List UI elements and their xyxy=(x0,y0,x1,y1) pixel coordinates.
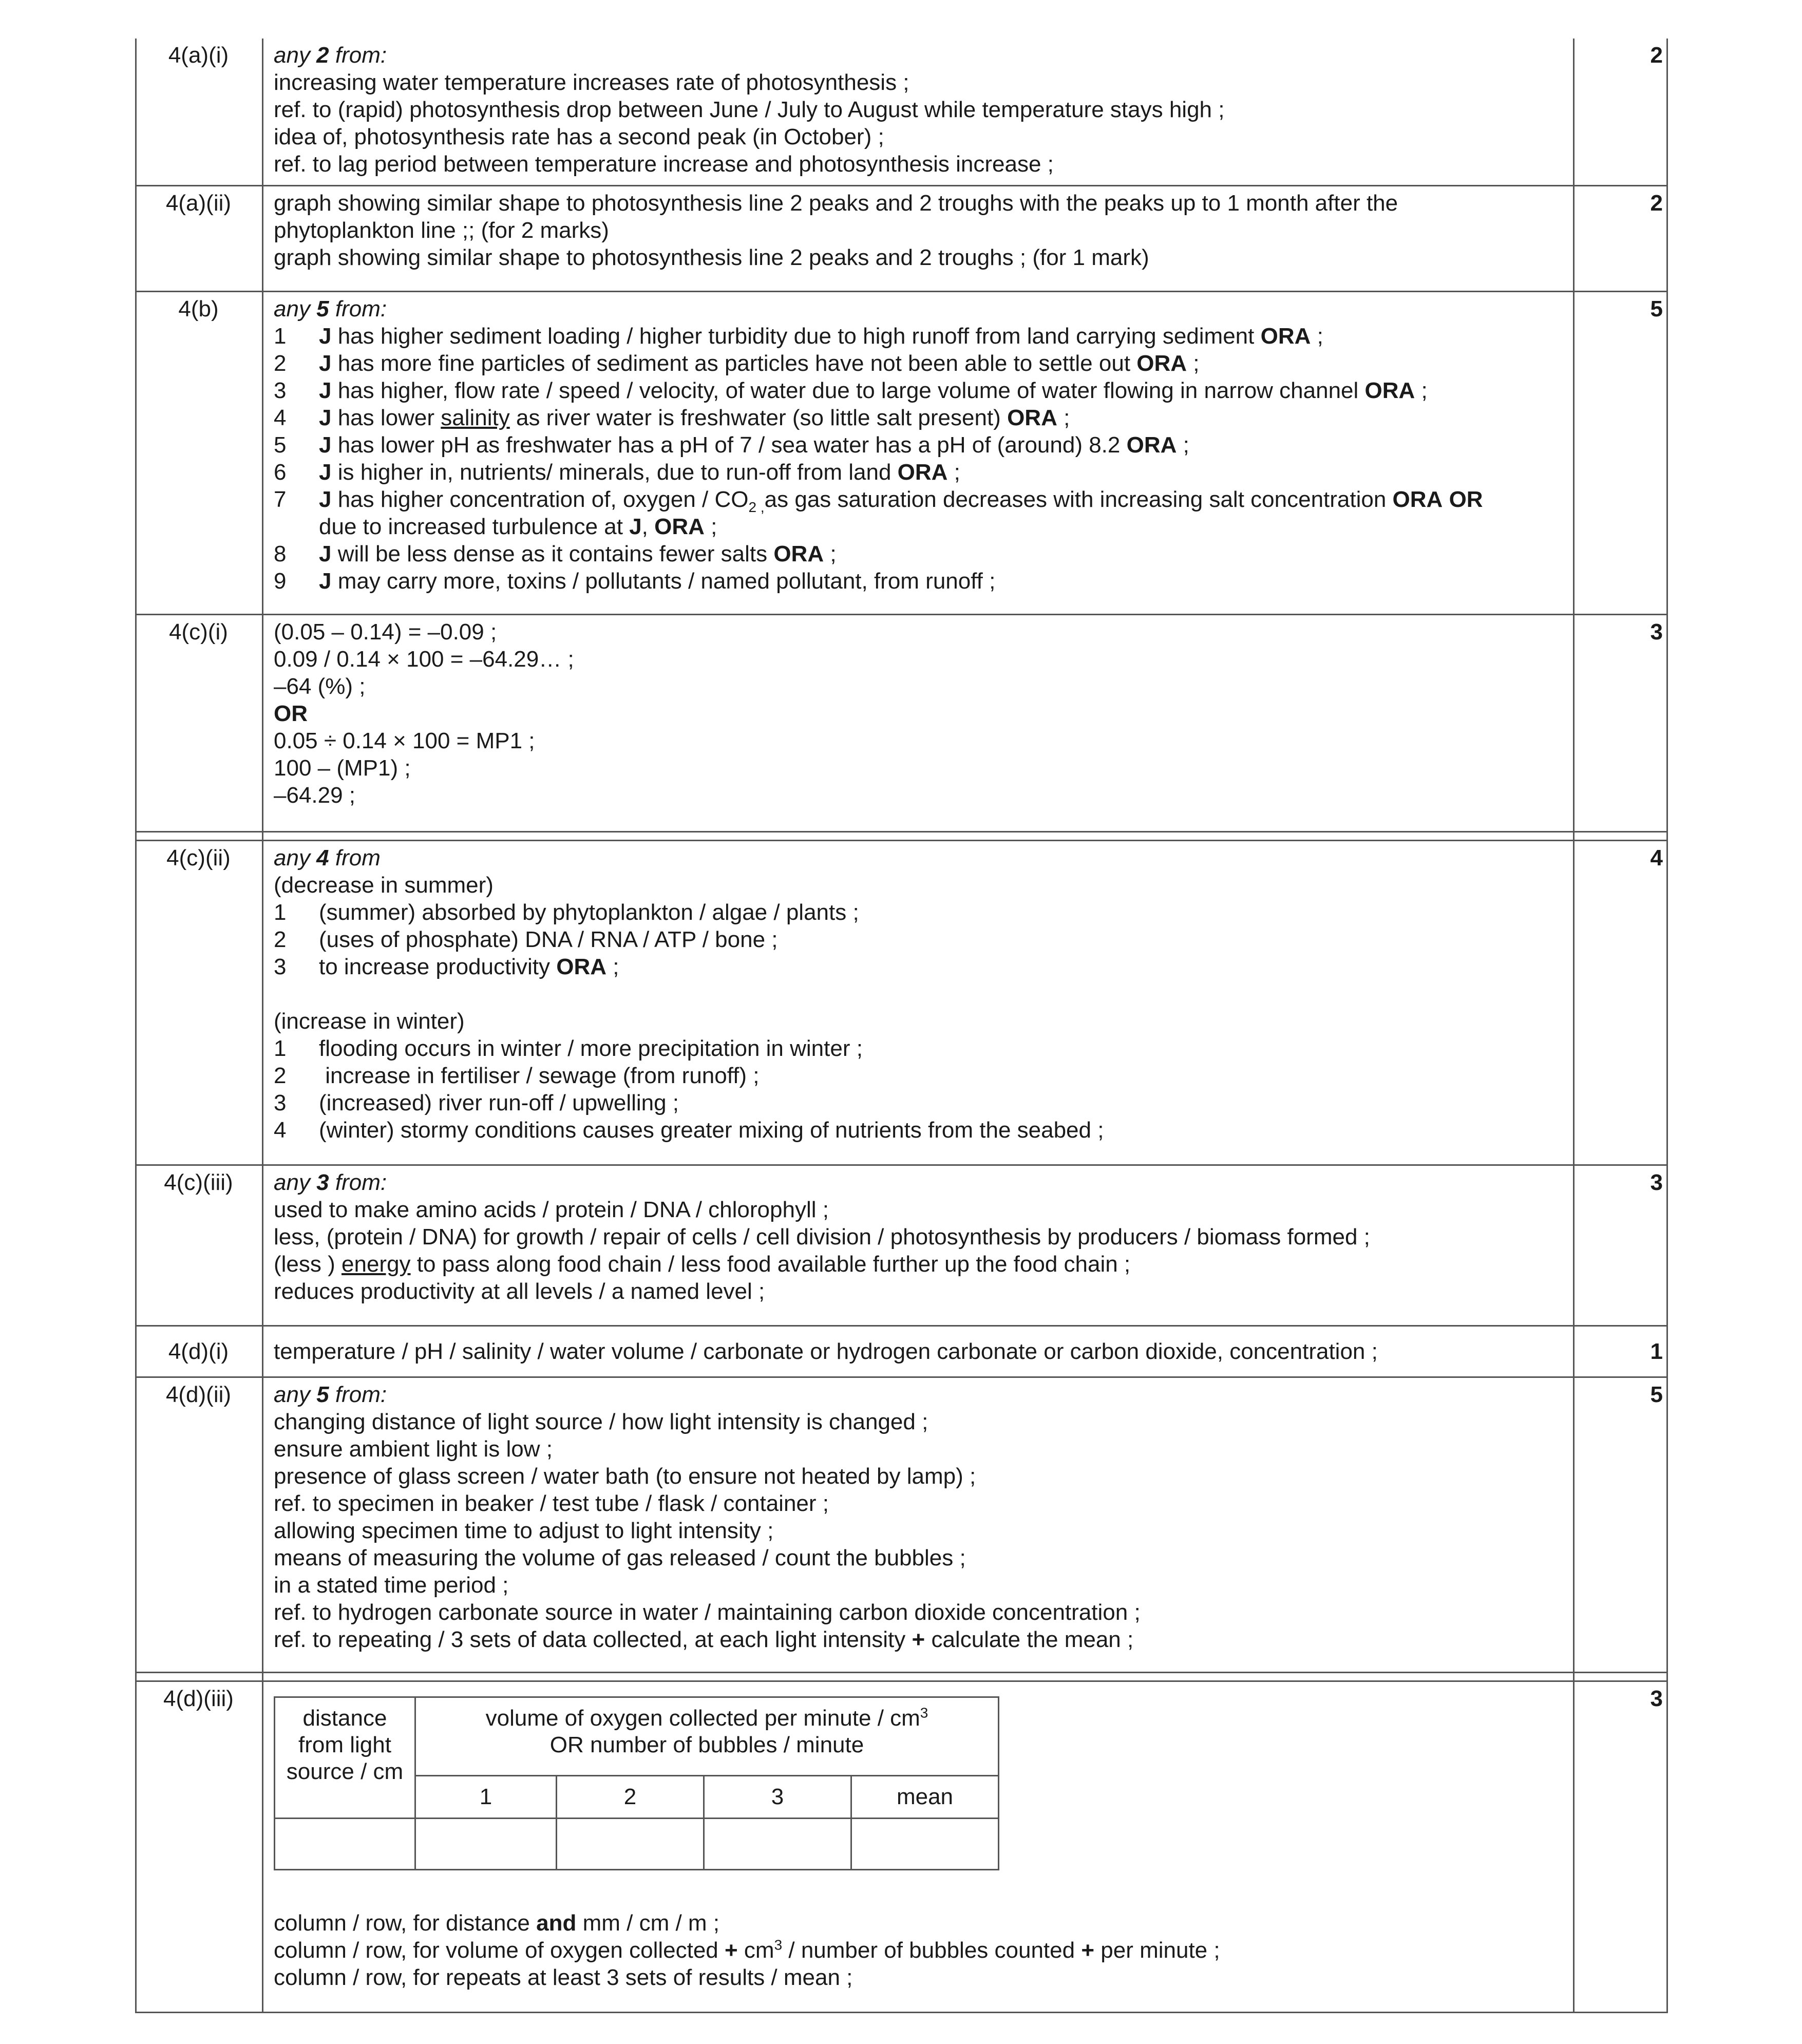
answer-cell xyxy=(274,42,1516,178)
question-number: 4(c)(iii) xyxy=(164,1170,233,1195)
list-item: 1 flooding occurs in winter / more precipitation in winter ; xyxy=(274,1036,863,1061)
any-from-intro: any 2 from: xyxy=(274,43,387,68)
column-header: 1 xyxy=(415,1776,557,1819)
answer-line: used to make amino acids / protein / DNA / chlorophyll ; xyxy=(274,1197,829,1222)
answer-line: 0.09 / 0.14 × 100 = –64.29… ; xyxy=(274,647,574,672)
row-4di xyxy=(135,1327,1668,1376)
answer-line: graph showing similar shape to photosynthesis line 2 peaks and 2 troughs with the peaks up to 1 month after the xyxy=(274,191,1398,216)
list-item: 5 J has lower pH as freshwater has a pH of 7 / sea water has a pH of (around) 8.2 ORA ; xyxy=(274,432,1189,458)
list-item: 7 J has higher concentration of, oxygen / $CO_{2 ,}as$ gas saturation decreases with increasing salt concentration ORA OR xyxy=(274,487,1483,515)
marks: 4 xyxy=(1650,845,1663,870)
list-item: 2 (uses of phosphate) DNA / RNA / ATP / bone ; xyxy=(274,927,778,952)
row-4ci xyxy=(135,615,1668,831)
answer-line: ref. to repeating / 3 sets of data collected, at each light intensity + calculate the mean ; xyxy=(274,1627,1134,1652)
answer-line: 0.05 ÷ 0.14 × 100 = MP1 ; xyxy=(274,728,535,753)
any-from-intro: any 3 from: xyxy=(274,1170,387,1195)
subheading: (decrease in summer) xyxy=(274,873,494,898)
answer-cell xyxy=(274,1169,1516,1305)
list-item: 6 J is higher in, nutrients/ minerals, due to run-off from land ORA ; xyxy=(274,460,960,485)
row-4ciii xyxy=(135,1166,1668,1325)
answer-cell xyxy=(274,1338,1516,1365)
answer-line: ref. to (rapid) photosynthesis drop between June / July to August while temperature stays high ; xyxy=(274,97,1225,122)
row-4aii xyxy=(135,186,1668,291)
bottom-border xyxy=(135,2012,1668,2013)
marks: 3 xyxy=(1650,1170,1663,1195)
answer-cell xyxy=(274,844,1516,1144)
answer-line: phytoplankton line ;; (for 2 marks) xyxy=(274,218,609,243)
row-4b xyxy=(135,292,1668,614)
answer-line: changing distance of light source / how light intensity is changed ; xyxy=(274,1409,928,1434)
answer-line: (0.05 – 0.14) = –0.09 ; xyxy=(274,619,497,645)
row-4dii xyxy=(135,1378,1668,1672)
row-4cii xyxy=(135,841,1668,1164)
answer-line: ref. to lag period between temperature increase and photosynthesis increase ; xyxy=(274,152,1054,177)
answer-cell xyxy=(274,618,1516,809)
answer-line: ref. to specimen in beaker / test tube / flask / container ; xyxy=(274,1491,829,1516)
list-item: 1 (summer) absorbed by phytoplankton / algae / plants ; xyxy=(274,900,859,925)
answer-line: allowing specimen time to adjust to light intensity ; xyxy=(274,1518,774,1543)
marks: 1 xyxy=(1650,1339,1663,1364)
answer-line: increasing water temperature increases rate of photosynthesis ; xyxy=(274,70,909,95)
column-header: 3 xyxy=(704,1776,851,1819)
marks: 2 xyxy=(1650,191,1663,216)
list-item: 1 J has higher sediment loading / higher turbidity due to high runoff from land carrying sediment ORA ; xyxy=(274,324,1323,349)
marks: 3 xyxy=(1650,619,1663,645)
answer-line: idea of, photosynthesis rate has a second peak (in October) ; xyxy=(274,124,884,149)
subheading: (increase in winter) xyxy=(274,1009,465,1034)
list-item: 2 increase in fertiliser / sewage (from runoff) ; xyxy=(274,1063,760,1088)
row-4ai xyxy=(135,39,1668,185)
answer-line: column / row, for distance and mm / cm / m ; xyxy=(274,1910,719,1936)
answer-line: column / row, for volume of oxygen collected + $cm^3$ / number of bubbles counted + per minute ; xyxy=(274,1937,1220,1963)
answer-line: –64.29 ; xyxy=(274,783,356,808)
question-number: 4(c)(i) xyxy=(169,619,228,645)
row-divider xyxy=(135,1672,1668,1673)
answer-line: 100 – (MP1) ; xyxy=(274,755,411,781)
answer-line: column / row, for repeats at least 3 sets of results / mean ; xyxy=(274,1965,853,1990)
question-number: 4(d)(iii) xyxy=(163,1686,234,1711)
any-from-intro: any 5 from: xyxy=(274,296,387,321)
answer-line: in a stated time period ; xyxy=(274,1573,509,1598)
question-number: 4(c)(ii) xyxy=(166,845,231,870)
table-cell xyxy=(851,1819,999,1870)
marks: 3 xyxy=(1650,1686,1663,1711)
list-item: 3 to increase productivity ORA ; xyxy=(274,954,619,979)
answer-line: less, (protein / DNA) for growth / repair of cells / cell division / photosynthesis by producers / biomass formed ; xyxy=(274,1224,1370,1250)
answer-line: reduces productivity at all levels / a named level ; xyxy=(274,1279,765,1304)
answer-line: temperature / pH / salinity / water volume / carbonate or hydrogen carbonate or carbon dioxide, concentration ; xyxy=(274,1339,1378,1364)
list-item: 3 J has higher, flow rate / speed / velocity, of water due to large volume of water flowing in narrow channel ORA ; xyxy=(274,378,1428,403)
answer-line: –64 (%) ; xyxy=(274,674,366,699)
spacer xyxy=(274,980,1516,1008)
table-cell xyxy=(275,1819,415,1870)
row-4diii xyxy=(135,1682,1668,2012)
or-separator: OR xyxy=(274,701,308,726)
answer-cell xyxy=(274,190,1516,271)
answer-line: presence of glass screen / water bath (to ensure not heated by lamp) ; xyxy=(274,1464,976,1489)
any-from-intro: any 4 from xyxy=(274,845,381,870)
table-cell xyxy=(704,1819,851,1870)
column-header: mean xyxy=(851,1776,999,1819)
list-item: 8 J will be less dense as it contains fewer salts ORA ; xyxy=(274,541,837,566)
answer-line: means of measuring the volume of gas released / count the bubbles ; xyxy=(274,1545,966,1570)
list-item: 3 (increased) river run-off / upwelling ; xyxy=(274,1090,679,1115)
list-item: 4 J has lower salinity as river water is freshwater (so little salt present) ORA ; xyxy=(274,405,1070,430)
column-header: 2 xyxy=(557,1776,704,1819)
answer-line: ensure ambient light is low ; xyxy=(274,1436,553,1462)
answer-line: graph showing similar shape to photosynthesis line 2 peaks and 2 troughs ; (for 1 mark) xyxy=(274,245,1149,270)
question-number: 4(d)(i) xyxy=(168,1339,229,1364)
question-number: 4(a)(i) xyxy=(168,43,229,68)
list-item-continuation: due to increased turbulence at J, ORA ; xyxy=(319,514,717,539)
distance-header: distance from light source / cm xyxy=(275,1697,415,1819)
marks: 5 xyxy=(1650,1382,1663,1407)
answer-cell xyxy=(274,1381,1516,1653)
volume-header: volume of oxygen collected per minute / $cm^3$ OR number of bubbles / minute xyxy=(415,1697,999,1776)
results-table xyxy=(274,1696,999,1870)
table-cell xyxy=(557,1819,704,1870)
answer-line: (less ) energy to pass along food chain / less food available further up the food chain ; xyxy=(274,1252,1131,1277)
question-number: 4(a)(ii) xyxy=(165,191,232,216)
list-item: 9 J may carry more, toxins / pollutants / named pollutant, from runoff ; xyxy=(274,569,996,594)
marks: 5 xyxy=(1650,296,1663,321)
list-item: 4 (winter) stormy conditions causes greater mixing of nutrients from the seabed ; xyxy=(274,1118,1104,1143)
answer-cell xyxy=(274,295,1516,595)
question-number: 4(d)(ii) xyxy=(165,1382,232,1407)
table-cell xyxy=(415,1819,557,1870)
row-divider xyxy=(135,831,1668,832)
answer-line: ref. to hydrogen carbonate source in water / maintaining carbon dioxide concentration ; xyxy=(274,1600,1141,1625)
answer-cell xyxy=(274,1682,1516,1991)
any-from-intro: any 5 from: xyxy=(274,1382,387,1407)
question-number: 4(b) xyxy=(178,296,219,321)
list-item: 2 J has more fine particles of sediment as particles have not been able to settle out ORA ; xyxy=(274,351,1200,376)
marks: 2 xyxy=(1650,43,1663,68)
